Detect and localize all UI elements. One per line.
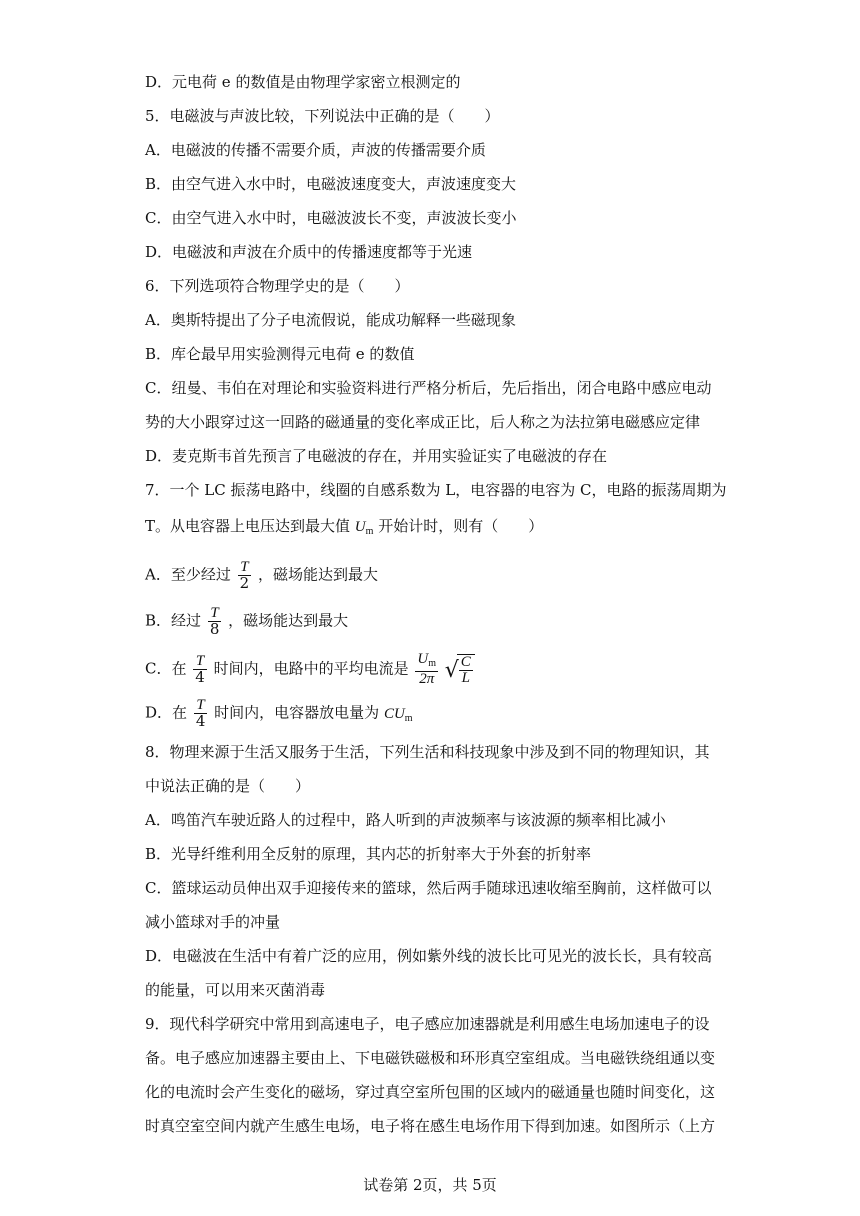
question-7-line2-text-a: T。从电容器上电压达到最大值	[145, 517, 351, 535]
option-7c-prefix: C．在	[145, 659, 187, 678]
page-footer: 试卷第 2页，共 5页	[363, 1176, 497, 1194]
symbol-cu-max: $CU_m$	[383, 705, 413, 724]
question-7-line1: 7．一个 LC 振荡电路中，线圈的自感系数为 L，电容器的电容为 C，电路的振荡周期为	[145, 481, 727, 499]
question-7-line2-text-b: 开始计时，则有（ ）	[378, 517, 544, 535]
question-9-line3: 化的电流时会产生变化的磁场，穿过真空室所包围的区域内的磁通量也随时间变化，这	[145, 1083, 716, 1101]
option-8c-line2: 减小篮球对手的冲量	[145, 913, 281, 931]
option-8b: B．光导纤维利用全反射的原理，其内芯的折射率大于外套的折射率	[145, 845, 592, 863]
option-7a-prefix: A．至少经过	[145, 565, 231, 584]
option-6b: B．库仑最早用实验测得元电荷 e 的数值	[145, 345, 415, 363]
option-8d-line1: D．电磁波在生活中有着广泛的应用，例如紫外线的波长比可见光的波长长，具有较高	[145, 947, 713, 965]
option-6c-line2: 势的大小跟穿过这一回路的磁通量的变化率成正比，后人称之为法拉第电磁感应定律	[145, 413, 701, 431]
question-9-line2: 备。电子感应加速器主要由上、下电磁铁磁极和环形真空室组成。当电磁铁绕组通以变	[145, 1049, 716, 1067]
option-6a: A．奥斯特提出了分子电流假说，能成功解释一些磁现象	[145, 311, 516, 329]
fraction-t-over-8: $\frac{T}{8}$	[209, 605, 220, 638]
option-5c: C．由空气进入水中时，电磁波波长不变，声波波长变小	[145, 209, 517, 227]
symbol-u-max: $U_m$	[354, 519, 374, 537]
fraction-t-over-2: $\frac{T}{2}$	[239, 559, 250, 592]
option-4d: D．元电荷 e 的数值是由物理学家密立根测定的	[145, 73, 461, 91]
sqrt-c-over-l: √ $\frac{C}{L}$	[445, 654, 475, 686]
option-7d-mid: 时间内，电容器放电量为	[214, 703, 380, 722]
option-7b-prefix: B．经过	[145, 611, 202, 630]
option-7d-prefix: D．在	[145, 703, 188, 722]
question-5: 5．电磁波与声波比较，下列说法中正确的是（ ）	[145, 107, 500, 125]
option-7a-suffix: ，磁场能达到最大	[257, 565, 378, 584]
question-9-line1: 9．现代科学研究中常用到高速电子，电子感应加速器就是利用感生电场加速电子的设	[145, 1015, 710, 1033]
option-6c-line1: C．纽曼、韦伯在对理论和实验资料进行严格分析后，先后指出，闭合电路中感应电动	[145, 379, 712, 397]
option-7c-mid: 时间内，电路中的平均电流是	[213, 659, 409, 678]
fraction-um-over-2pi: $\frac{U_m}{2\pi}$	[417, 651, 437, 687]
option-8a: A．鸣笛汽车驶近路人的过程中，路人听到的声波频率与该波源的频率相比减小	[145, 811, 666, 829]
option-7b-suffix: ，磁场能达到最大	[228, 611, 349, 630]
option-7c	[145, 652, 720, 687]
option-5b: B．由空气进入水中时，电磁波速度变大，声波速度变大	[145, 175, 517, 193]
option-8c-line1: C．篮球运动员伸出双手迎接传来的篮球，然后两手随球迅速收缩至胸前，这样做可以	[145, 879, 712, 897]
question-6: 6．下列选项符合物理学史的是（ ）	[145, 277, 410, 295]
question-7-line2	[145, 516, 720, 542]
option-6d: D．麦克斯韦首先预言了电磁波的存在，并用实验证实了电磁波的存在	[145, 447, 608, 465]
question-8-line2: 中说法正确的是（ ）	[145, 777, 311, 795]
fraction-t-over-4-d: $\frac{T}{4}$	[195, 697, 206, 730]
option-8d-line2: 的能量，可以用来灭菌消毒	[145, 981, 326, 999]
option-5d: D．电磁波和声波在介质中的传播速度都等于光速	[145, 243, 473, 261]
option-7b	[145, 606, 720, 637]
option-7d	[145, 698, 720, 729]
question-9-line4: 时真空室空间内就产生感生电场，电子将在感生电场作用下得到加速。如图所示（上方	[145, 1117, 716, 1135]
option-5a: A．电磁波的传播不需要介质，声波的传播需要介质	[145, 141, 486, 159]
question-8-line1: 8．物理来源于生活又服务于生活，下列生活和科技现象中涉及到不同的物理知识，其	[145, 743, 710, 761]
option-7a	[145, 560, 720, 591]
fraction-t-over-4: $\frac{T}{4}$	[195, 653, 205, 686]
